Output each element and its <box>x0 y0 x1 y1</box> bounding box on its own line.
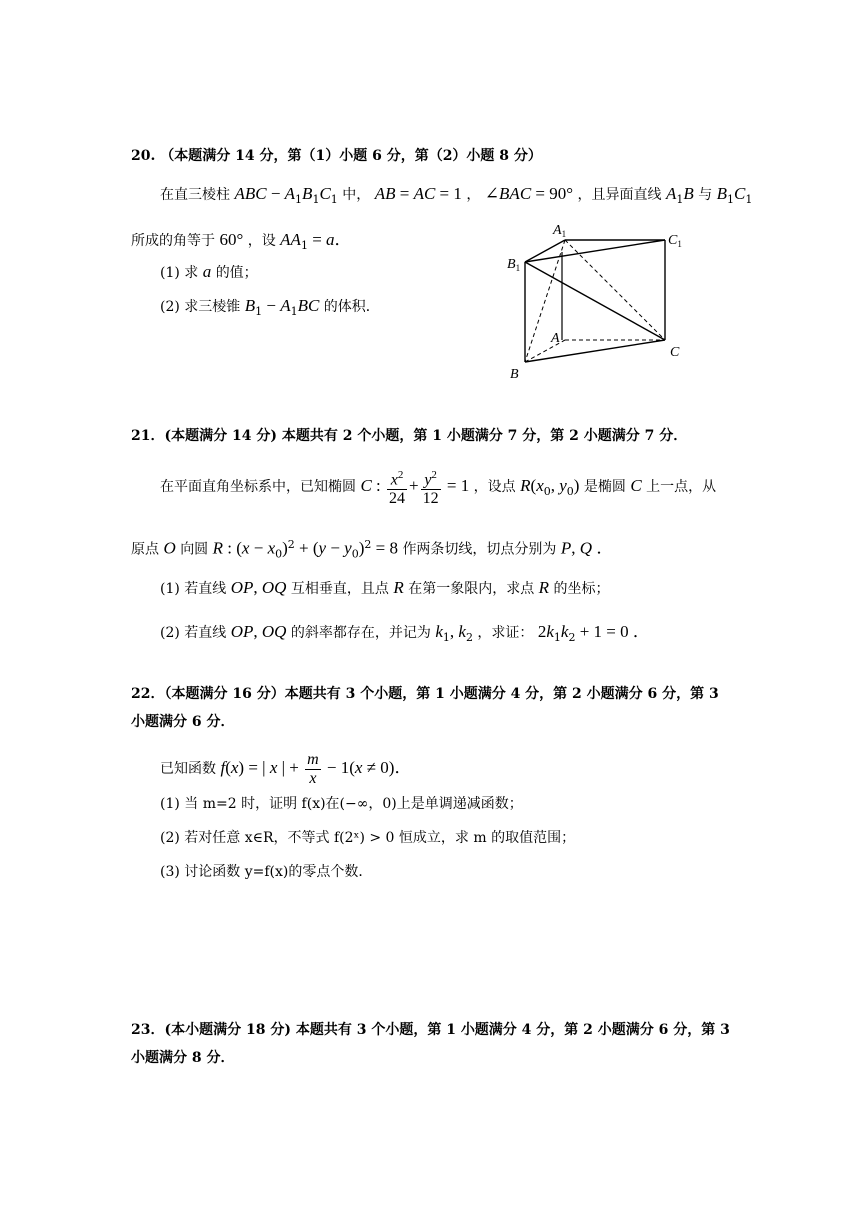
label-c1: $C_1$ <box>668 233 682 249</box>
q22-statement: 已知函数 f(x) = | x | + $\frac{m}{x}$ − 1(x ≠ 0)． <box>160 750 412 787</box>
q22-part2: (2) 若对任意 x∈R，不等式 f(2ˣ) > 0 恒成立，求 m 的取值范围； <box>160 830 576 846</box>
label-a1: $A_1$ <box>553 223 567 239</box>
q21-statement-line1: 在平面直角坐标系中，已知椭圆 C : $\frac{x^2}{24}$ + $\frac{y^2}{12}$ = 1 ，设点 $R(x_0$, $y_0$) 是椭圆 C 上一点，从 <box>160 466 716 512</box>
q20-statement-line2: 所成的角等于 60° ，设 $AA_1 = a$． <box>131 230 352 252</box>
edge-a1c <box>565 240 665 340</box>
edge-b1c <box>525 262 665 340</box>
q21-statement-line2: 原点 O 向圆 R : $(x - x_0)^2 + (y - y_0)^2 = 8$ 作两条切线，切点分别为 P, Q ． <box>131 538 614 561</box>
q21-header: 21．(本题满分 14 分) 本题共有 2 个小题，第 1 小题满分 7 分，第 2 小题满分 7 分． <box>131 428 688 444</box>
q23-header-line2: 小题满分 8 分． <box>131 1050 235 1066</box>
q23-header-line1: 23．(本小题满分 18 分) 本题共有 3 个小题，第 1 小题满分 4 分，第 2 小题满分 6 分，第 3 <box>131 1022 730 1038</box>
q22-part3: (3) 讨论函数 y=f(x)的零点个数． <box>160 864 373 880</box>
label-b: B <box>510 367 519 382</box>
q21-part1: (1) 若直线 OP, OQ 互相垂直，且点 R 在第一象限内，求点 R 的坐标； <box>160 578 610 597</box>
q20-header: 20. （本题满分 14 分，第（1）小题 6 分，第（2）小题 8 分） <box>131 148 542 164</box>
label-a: A <box>551 331 560 346</box>
prism-figure <box>505 222 705 382</box>
label-b1: $B_1$ <box>507 257 521 273</box>
q20-part1: (1) 求 a 的值； <box>160 262 258 281</box>
q20-part2: (2) 求三棱锥 $B_1 - A_1BC$ 的体积． <box>160 296 380 318</box>
q22-header-line1: 22．（本题满分 16 分）本题共有 3 个小题，第 1 小题满分 4 分，第 2 小题满分 6 分，第 3 <box>131 686 719 702</box>
q22-header-line2: 小题满分 6 分． <box>131 714 235 730</box>
q21-part2: (2) 若直线 OP, OQ 的斜率都存在，并记为 $k_1$, $k_2$ ，求证： $2k_1k_2 + 1 = 0$ ． <box>160 622 650 644</box>
q20-statement-line1: 在直三棱柱 ABC − $A_1B_1C_1$ 中， AB = AC = 1 ， ∠BAC = 90° ，且异面直线 $A_1B$ 与 $B_1C_1$ <box>160 184 753 206</box>
q22-part1: (1) 当 m=2 时，证明 f(x)在(−∞，0)上是单调递减函数； <box>160 796 523 812</box>
label-c: C <box>670 345 680 360</box>
